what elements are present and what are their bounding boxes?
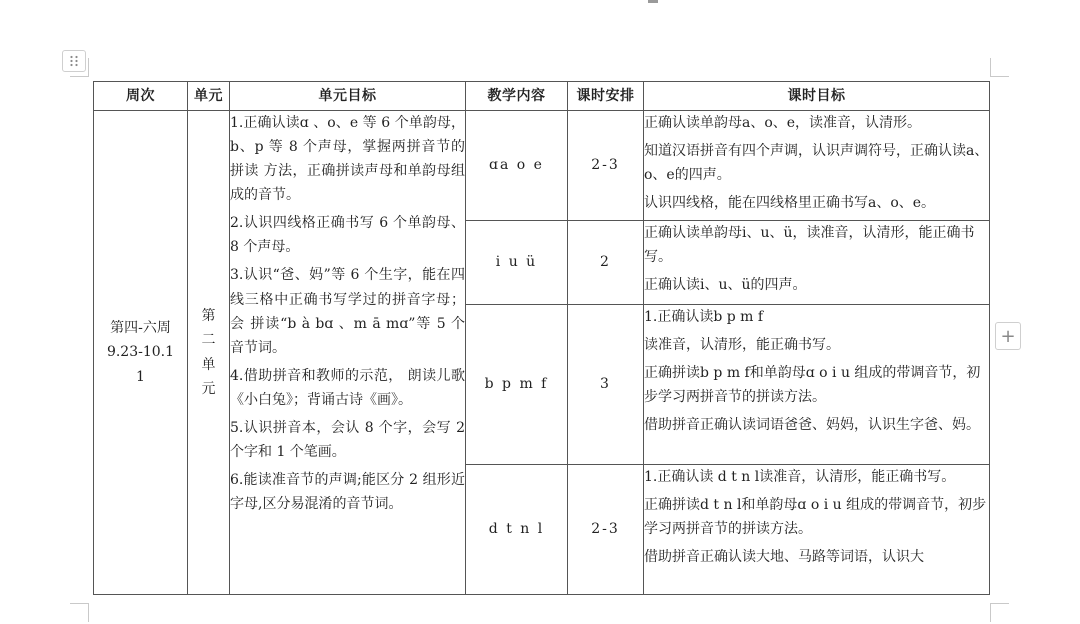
header-lesson-goals: 课时目标 bbox=[644, 82, 990, 111]
unit-cell[interactable] bbox=[188, 111, 230, 595]
unit-goal: 2.认识四线格正确书写 6 个单韵母、8 个声母。 bbox=[230, 215, 465, 256]
page-corner-mark bbox=[990, 603, 1009, 622]
lesson-goal: 1.正确认读 d t n l读准音，认清形，能正确书写。 bbox=[644, 469, 956, 485]
lesson-goal: 知道汉语拼音有四个声调，认识声调符号，正确认读a、o、e的四声。 bbox=[644, 143, 989, 184]
header-week: 周次 bbox=[94, 82, 188, 111]
hours-cell[interactable]: 3 bbox=[568, 305, 644, 465]
unit-goal: 3.认识“爸、妈”等 6 个生字，能在四线三格中正确书写学过的拼音字母；会 拼读“b à bɑ 、m ā mɑ”等 5 个音节词。 bbox=[230, 267, 465, 356]
unit-goal: 4.借助拼音和教师的示范， 朗读儿歌《小白兔》；背诵古诗《画》。 bbox=[230, 367, 465, 408]
lesson-goal: 1.正确认读b p m f bbox=[644, 309, 764, 325]
table-move-handle-icon[interactable] bbox=[62, 50, 86, 72]
lesson-goals-cell[interactable] bbox=[644, 221, 990, 305]
top-ruler-mark bbox=[648, 0, 658, 3]
unit-goals-cell[interactable] bbox=[230, 111, 466, 595]
header-unit: 单元 bbox=[188, 82, 230, 111]
lesson-goal: 认识四线格，能在四线格里正确书写a、o、e。 bbox=[644, 195, 936, 212]
table-row bbox=[94, 111, 990, 221]
lesson-goal: 正确拼读b p m f和单韵母ɑ o i u 组成的带调音节，初步学习两拼音节的拼读方法。 bbox=[644, 365, 981, 406]
hours-cell[interactable]: 2-3 bbox=[568, 465, 644, 595]
lesson-goal: 正确认读单韵母i、u、ü，读准音，认清形，能正确书写。 bbox=[644, 225, 975, 266]
week-dates-cont: 1 bbox=[136, 368, 145, 385]
unit-char: 第 bbox=[201, 307, 216, 324]
lesson-goal: 正确拼读d t n l和单韵母ɑ o i u 组成的带调音节，初步学习两拼音节的拼读方法。 bbox=[644, 497, 987, 538]
lesson-plan-table bbox=[93, 81, 990, 595]
unit-goal: 1.正确认读ɑ 、o、e 等 6 个单韵母， b、p 等 8 个声母，掌握两拼音节的拼读 方法，正确拼读声母和单韵母组成的音节。 bbox=[230, 115, 465, 204]
page-corner-mark bbox=[990, 58, 1009, 77]
hours-cell[interactable]: 2 bbox=[568, 221, 644, 305]
lesson-goal: 正确认读i、u、ü的四声。 bbox=[644, 277, 807, 294]
page-corner-mark bbox=[70, 603, 89, 622]
lesson-goals-cell[interactable] bbox=[644, 305, 990, 465]
lesson-goal: 读准音，认清形，能正确书写。 bbox=[644, 337, 840, 354]
week-dates: 9.23-10.1 bbox=[106, 344, 175, 361]
content-cell[interactable]: d t n l bbox=[466, 465, 568, 595]
lesson-goal: 借助拼音正确认读词语爸爸、妈妈，认识生字爸、妈。 bbox=[644, 417, 980, 434]
header-teaching-content: 教学内容 bbox=[466, 82, 568, 111]
unit-char: 二 bbox=[201, 332, 216, 348]
hours-cell[interactable]: 2-3 bbox=[568, 111, 644, 221]
content-cell[interactable]: i u ü bbox=[466, 221, 568, 305]
lesson-goals-cell[interactable] bbox=[644, 111, 990, 221]
unit-goal: 6.能读准音节的声调;能区分 2 组形近字母,区分易混淆的音节词。 bbox=[230, 472, 465, 513]
unit-char: 元 bbox=[201, 381, 216, 397]
add-column-plus-icon[interactable]: + bbox=[995, 322, 1021, 350]
header-class-hours: 课时安排 bbox=[568, 82, 644, 111]
unit-char: 单 bbox=[201, 356, 216, 373]
week-label: 第四-六周 bbox=[110, 319, 171, 336]
content-cell[interactable]: b p m f bbox=[466, 305, 568, 465]
content-cell[interactable]: ɑa o e bbox=[466, 111, 568, 221]
week-cell[interactable] bbox=[94, 111, 188, 595]
header-unit-goals: 单元目标 bbox=[230, 82, 466, 111]
lesson-goals-cell[interactable] bbox=[644, 465, 990, 595]
table-header-row bbox=[94, 82, 990, 111]
lesson-goal: 正确认读单韵母a、o、e，读准音，认清形。 bbox=[644, 115, 922, 131]
unit-goal: 5.认识拼音本，会认 8 个字，会写 2 个字和 1 个笔画。 bbox=[230, 419, 465, 461]
lesson-goal: 借助拼音正确认读大地、马路等词语，认识大 bbox=[644, 549, 924, 566]
